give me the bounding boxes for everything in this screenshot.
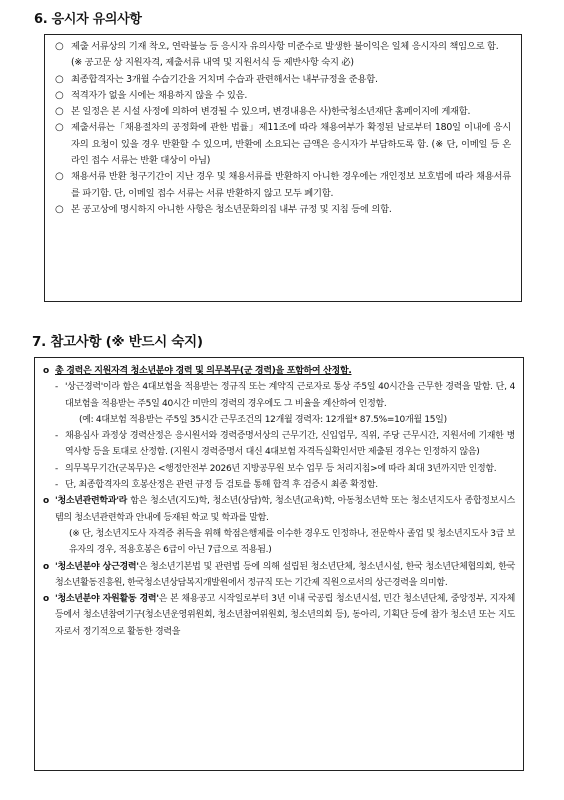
sub-item [43, 379, 515, 412]
dash-bullet-icon: - [55, 480, 58, 491]
circle-bullet-icon: ○ [55, 171, 64, 183]
sub-text: 채용심사 과정상 경력산정은 응시원서와 경력증명서상의 근무기간, 신입업무, 직위, 주당 근무시간, 지원서에 기재한 병역사항 등을 토대로 산정함. (지원시 경력증명서 대신 4대보험 자격득실확인서만 제출된 경우는 인정하지 않음) [65, 431, 515, 458]
dept-note: (※ 단, 청소년지도사 자격증 취득을 위해 학점은행제를 이수한 경우도 인정하나, 전문학사 졸업 및 청소년지도사 3급 보유자의 경우, 적용호봉은 6급이 아닌 7급으로 적용됨.) [69, 528, 515, 556]
list-item [55, 169, 511, 202]
term-fulltime-text: 은 청소년기본법 및 관련법 등에 의해 설립된 청소년단체, 청소년시설, 한국 청소년단체협의회, 한국청소년활동진흥원, 한국청소년상담복지개발원에서 정규직 또는 기간제 직원으로서의 상근경력을 의미함. [55, 561, 515, 588]
dash-bullet-icon: - [55, 431, 58, 442]
circle-bullet-icon: ○ [55, 203, 64, 215]
list-item [55, 39, 511, 72]
item-text: 적격자가 없을 시에는 채용하지 않을 수 있음. [71, 89, 248, 101]
circle-bullet-icon: ○ [55, 73, 64, 85]
list-item [55, 72, 511, 88]
list-item [43, 591, 515, 640]
dot-bullet-icon: o [43, 366, 49, 376]
sub-text: 단, 최종합격자의 호봉산정은 관련 규정 등 검토를 통해 합격 후 검증시 최종 확정함. [65, 480, 378, 491]
sub-item [43, 428, 515, 461]
item-text: 채용서류 반환 청구기간이 지난 경우 및 채용서류를 반환하지 아니한 경우에는 개인정보 보호법에 따라 채용서류를 파기함. 단, 이메일 접수 서류는 서류 반환하지 않고 모두 폐기함. [71, 171, 511, 199]
sub-item [43, 461, 515, 477]
sub-item [43, 477, 515, 493]
list-item [55, 104, 511, 120]
circle-bullet-icon: ○ [55, 41, 64, 52]
section6-title: 6. 응시자 유의사항 [34, 12, 142, 27]
item-text: 제출 서류상의 기재 착오, 연락불능 등 응시자 유의사항 미준수로 발생한 불이익은 일체 응시자의 책임으로 함. [71, 41, 499, 52]
circle-bullet-icon: ○ [55, 122, 64, 134]
circle-bullet-icon: ○ [55, 106, 64, 118]
section7-title: 7. 참고사항 (※ 반드시 숙지) [32, 334, 203, 350]
section7-box [34, 357, 524, 771]
dash-bullet-icon: - [55, 463, 58, 474]
dash-bullet-icon: - [55, 382, 58, 393]
term-dept: '청소년관련학과'라 [55, 496, 128, 507]
term-volunteer: '청소년분야 자원활동 경력' [55, 594, 159, 605]
list-item [55, 120, 511, 169]
item-text: 최종합격자는 3개월 수습기간을 거치며 수습과 관련해서는 내부규정을 준용함. [71, 73, 378, 85]
list-item [43, 363, 515, 379]
dot-bullet-icon: o [43, 561, 49, 572]
term-fulltime: '청소년분야 상근경력' [55, 561, 139, 572]
example-note: (예: 4대보험 적용받는 주5일 35시간 근무조건의 12개월 경력자: 12개월* 87.5%=10개월 15일) [79, 414, 447, 425]
section6-box [44, 34, 522, 302]
sub-text: 의무복무기간(군복무)은 <행정안전부 2026년 지방공무원 보수 업무 등 처리지침>에 따라 최대 3년까지만 인정함. [65, 463, 497, 474]
item-text: 제출서류는「채용절차의 공정화에 관한 법률」제11조에 따라 채용여부가 확정된 날로부터 180일 이내에 응시자의 요청이 있을 경우 반환할 수 있으며, 반환에 소요되는 금액은 응시자가 부담하도록 함. (※ 단, 이메일 등 온라인 접수 서류는 반환 대상이 아님) [71, 122, 511, 167]
list-item [55, 88, 511, 104]
list-item [43, 559, 515, 592]
circle-bullet-icon: ○ [55, 89, 64, 101]
item-text: 본 공고상에 명시하지 아니한 사항은 청소년문화의집 내부 규정 및 지침 등에 의함. [71, 203, 392, 215]
item-note: (※ 공고문 상 지원자격, 제출서류 내역 및 지원서식 등 제반사항 숙지 必) [71, 57, 354, 69]
sub-text: '상근경력'이라 함은 4대보험을 적용받는 정규직 또는 계약직 근로자로 통상 주5일 40시간을 근무한 경력을 말함. 단, 4대보험을 적용받는 주5일 40시간 미만의 경력의 경우에도 그 비율을 계산하여 인정함. [65, 382, 515, 409]
term-dept-text: 함은 청소년(지도)학, 청소년(상담)학, 청소년(교육)학, 아동청소년학 또는 청소년지도사 종합정보시스템의 청소년관련학과 안내에 등재된 학교 및 학과를 말함. [55, 496, 516, 523]
dot-bullet-icon: o [43, 496, 49, 507]
term-volunteer-text: 은 본 채용공고 시작일로부터 3년 이내 국공립 청소년시설, 민간 청소년단체, 중앙정부, 지자체 등에서 청소년참여기구(청소년운영위원회, 청소년참여위원회, 청소년의회 등), 동아리, 기획단 등에 참가 청소년 또는 지도자로서 정기적으로 활동한 경력을 [55, 594, 515, 637]
list-item [43, 493, 515, 526]
dot-bullet-icon: o [43, 594, 49, 605]
list-item [55, 202, 511, 218]
item-text: 본 일정은 본 시설 사정에 의하여 변경될 수 있으며, 변경내용은 사)한국청소년재단 홈페이지에 게재함. [71, 106, 471, 118]
career-heading: 총 경력은 지원자격 청소년분야 경력 및 의무복무(군 경력)을 포함하여 산정함. [55, 366, 352, 376]
